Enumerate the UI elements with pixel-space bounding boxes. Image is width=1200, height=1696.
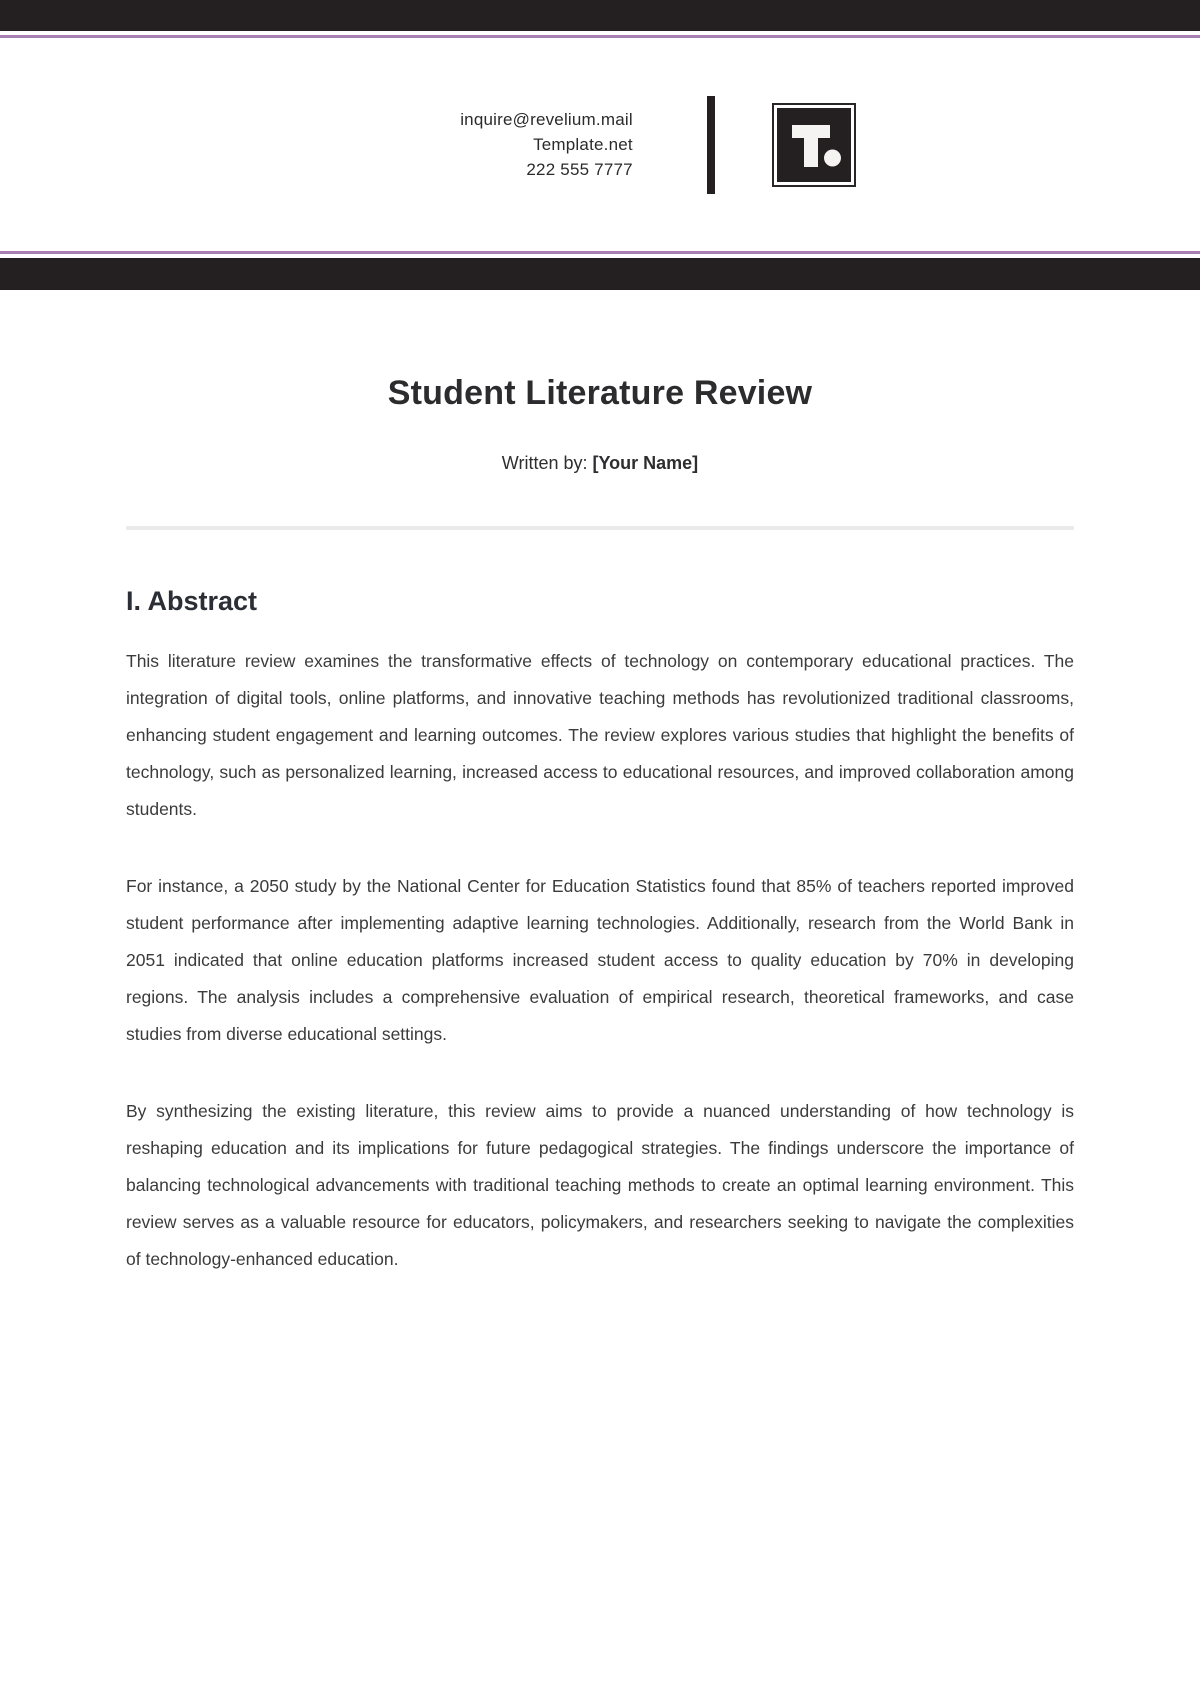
header-bottom-bar [0, 258, 1200, 290]
letterhead-divider [707, 96, 715, 194]
document-content [0, 374, 1200, 1278]
contact-phone: 222 555 7777 [526, 160, 633, 179]
byline-prefix: Written by: [501, 453, 593, 473]
byline [126, 453, 1074, 474]
abstract-paragraph-2: For instance, a 2050 study by the National Center for Education Statistics found that 85% of teachers reported improved student performance after implementing adaptive learning technologies. Additionally, research from the World Bank in 2051 indicated that online education platforms increased student access to quality education by 70% in developing regions. The analysis includes a comprehensive evaluation of empirical research, theoretical frameworks, and case studies from diverse educational settings. [126, 876, 1074, 1044]
brand-logo-inner [777, 108, 851, 182]
contact-website: Template.net [533, 135, 633, 154]
byline-name: [Your Name] [592, 453, 699, 473]
contact-email: inquire@revelium.mail [460, 110, 633, 129]
section-divider [126, 526, 1074, 530]
contact-block [460, 107, 633, 182]
top-bar [0, 0, 1200, 31]
letterhead-group [460, 96, 856, 194]
section-heading-abstract: I. Abstract [126, 586, 258, 616]
logo-t-icon [777, 108, 851, 182]
brand-logo [772, 103, 856, 187]
section-abstract [126, 586, 1074, 1278]
letterhead [0, 38, 1200, 251]
abstract-paragraph-1: This literature review examines the transformative effects of technology on contemporary educational practices. The integration of digital tools, online platforms, and innovative teaching methods has revolutionized traditional classrooms, enhancing student engagement and learning outcomes. The review explores various studies that highlight the benefits of technology, such as personalized learning, increased access to educational resources, and improved collaboration among students. [126, 651, 1074, 819]
abstract-paragraph-3: By synthesizing the existing literature, this review aims to provide a nuanced understanding of how technology is reshaping education and its implications for future pedagogical strategies. The findings underscore the importance of balancing technological advancements with traditional teaching methods to create an optimal learning environment. This review serves as a valuable resource for educators, policymakers, and researchers seeking to navigate the complexities of technology-enhanced education. [126, 1101, 1074, 1269]
page-title: Student Literature Review [387, 374, 813, 412]
